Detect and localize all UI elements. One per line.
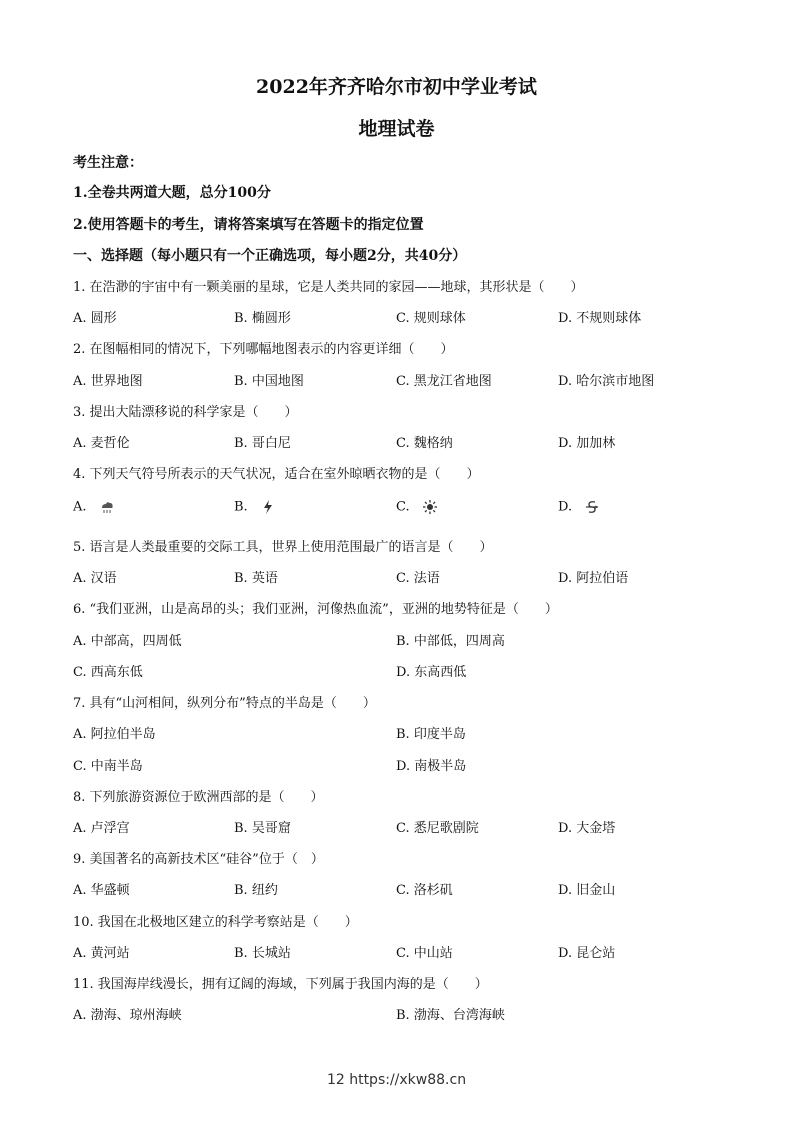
- dust-storm-icon: [584, 499, 600, 515]
- option-b: B. 中部低，四周高: [396, 634, 505, 649]
- option-a: A. 麦哲伦: [73, 436, 130, 451]
- notice-item: 2.使用答题卡的考生，请将答案填写在答题卡的指定位置: [73, 217, 424, 233]
- option-c-label: C.: [396, 499, 410, 515]
- option-b: B. 纽约: [234, 883, 278, 898]
- option-d: D. 东高西低: [396, 665, 467, 680]
- option-b: [234, 499, 276, 515]
- notice-item: 1.全卷共两道大题，总分100分: [73, 185, 271, 201]
- option-d: D. 昆仑站: [558, 946, 616, 961]
- option-b: B. 渤海、台湾海峡: [396, 1008, 505, 1023]
- snow-rain-icon: [99, 499, 115, 515]
- question-10: 10. 我国在北极地区建立的科学考察站是（ ）: [73, 915, 358, 930]
- option-d: D. 南极半岛: [396, 759, 467, 774]
- question-3: 3. 提出大陆漂移说的科学家是（ ）: [73, 405, 298, 420]
- option-b: B. 哥白尼: [234, 436, 291, 451]
- option-a-label: A.: [73, 499, 87, 515]
- option-d: D. 哈尔滨市地图: [558, 374, 655, 389]
- option-a: A. 华盛顿: [73, 883, 130, 898]
- question-5: 5. 语言是人类最重要的交际工具，世界上使用范围最广的语言是（ ）: [73, 540, 493, 555]
- option-b: B. 英语: [234, 571, 278, 586]
- option-d: D. 不规则球体: [558, 311, 642, 326]
- exam-title: 2022年齐齐哈尔市初中学业考试: [256, 76, 537, 98]
- option-a: A. 阿拉伯半岛: [73, 727, 156, 742]
- option-a: A. 中部高，四周低: [73, 634, 182, 649]
- option-c: C. 悉尼歌剧院: [396, 821, 479, 836]
- option-d: D. 加加林: [558, 436, 616, 451]
- option-a: A. 圆形: [73, 311, 117, 326]
- question-8: 8. 下列旅游资源位于欧洲西部的是（ ）: [73, 790, 324, 805]
- exam-subtitle: 地理试卷: [358, 118, 435, 140]
- option-c: C. 魏格纳: [396, 436, 453, 451]
- option-c: C. 西高东低: [73, 665, 143, 680]
- notice-heading: 考生注意：: [73, 155, 143, 171]
- sunny-icon: [422, 499, 438, 515]
- option-c: C. 黑龙江省地图: [396, 374, 492, 389]
- option-a: A. 黄河站: [73, 946, 130, 961]
- question-2: 2. 在图幅相同的情况下，下列哪幅地图表示的内容更详细（ ）: [73, 342, 454, 357]
- option-b-label: B.: [234, 499, 248, 515]
- question-6: 6. “我们亚洲，山是高昂的头；我们亚洲，河像热血流”，亚洲的地势特征是（ ）: [73, 602, 558, 617]
- option-a: A. 汉语: [73, 571, 117, 586]
- question-7: 7. 具有“山河相间，纵列分布”特点的半岛是（ ）: [73, 696, 376, 711]
- option-b: B. 吴哥窟: [234, 821, 291, 836]
- option-c: C. 中南半岛: [73, 759, 143, 774]
- option-b: B. 椭圆形: [234, 311, 291, 326]
- option-c: C. 规则球体: [396, 311, 466, 326]
- option-a: A. 世界地图: [73, 374, 143, 389]
- option-a: A. 渤海、琼州海峡: [73, 1008, 182, 1023]
- option-c: C. 洛杉矶: [396, 883, 453, 898]
- question-4: 4. 下列天气符号所表示的天气状况，适合在室外晾晒衣物的是（ ）: [73, 467, 480, 482]
- section-heading: 一、选择题（每小题只有一个正确选项，每小题2分，共40分）: [73, 248, 467, 264]
- option-a: A. 卢浮宫: [73, 821, 130, 836]
- page-footer: 12 https://xkw88.cn: [326, 1072, 467, 1088]
- option-d: D. 旧金山: [558, 883, 616, 898]
- option-c: C. 法语: [396, 571, 440, 586]
- option-b: B. 长城站: [234, 946, 291, 961]
- option-b: B. 印度半岛: [396, 727, 466, 742]
- question-9: 9. 美国著名的高新技术区“硅谷”位于（ ）: [73, 852, 324, 867]
- option-a: [73, 499, 115, 515]
- question-11: 11. 我国海岸线漫长，拥有辽阔的海域，下列属于我国内海的是（ ）: [73, 977, 488, 992]
- option-d: D. 大金塔: [558, 821, 616, 836]
- question-1: 1. 在浩渺的宇宙中有一颗美丽的星球，它是人类共同的家园——地球，其形状是（ ）: [73, 280, 584, 295]
- option-b: B. 中国地图: [234, 374, 304, 389]
- option-c: C. 中山站: [396, 946, 453, 961]
- thunderstorm-icon: [260, 499, 276, 515]
- option-c: [396, 499, 438, 515]
- option-d: [558, 499, 600, 515]
- option-d-label: D.: [558, 499, 573, 515]
- option-d: D. 阿拉伯语: [558, 571, 629, 586]
